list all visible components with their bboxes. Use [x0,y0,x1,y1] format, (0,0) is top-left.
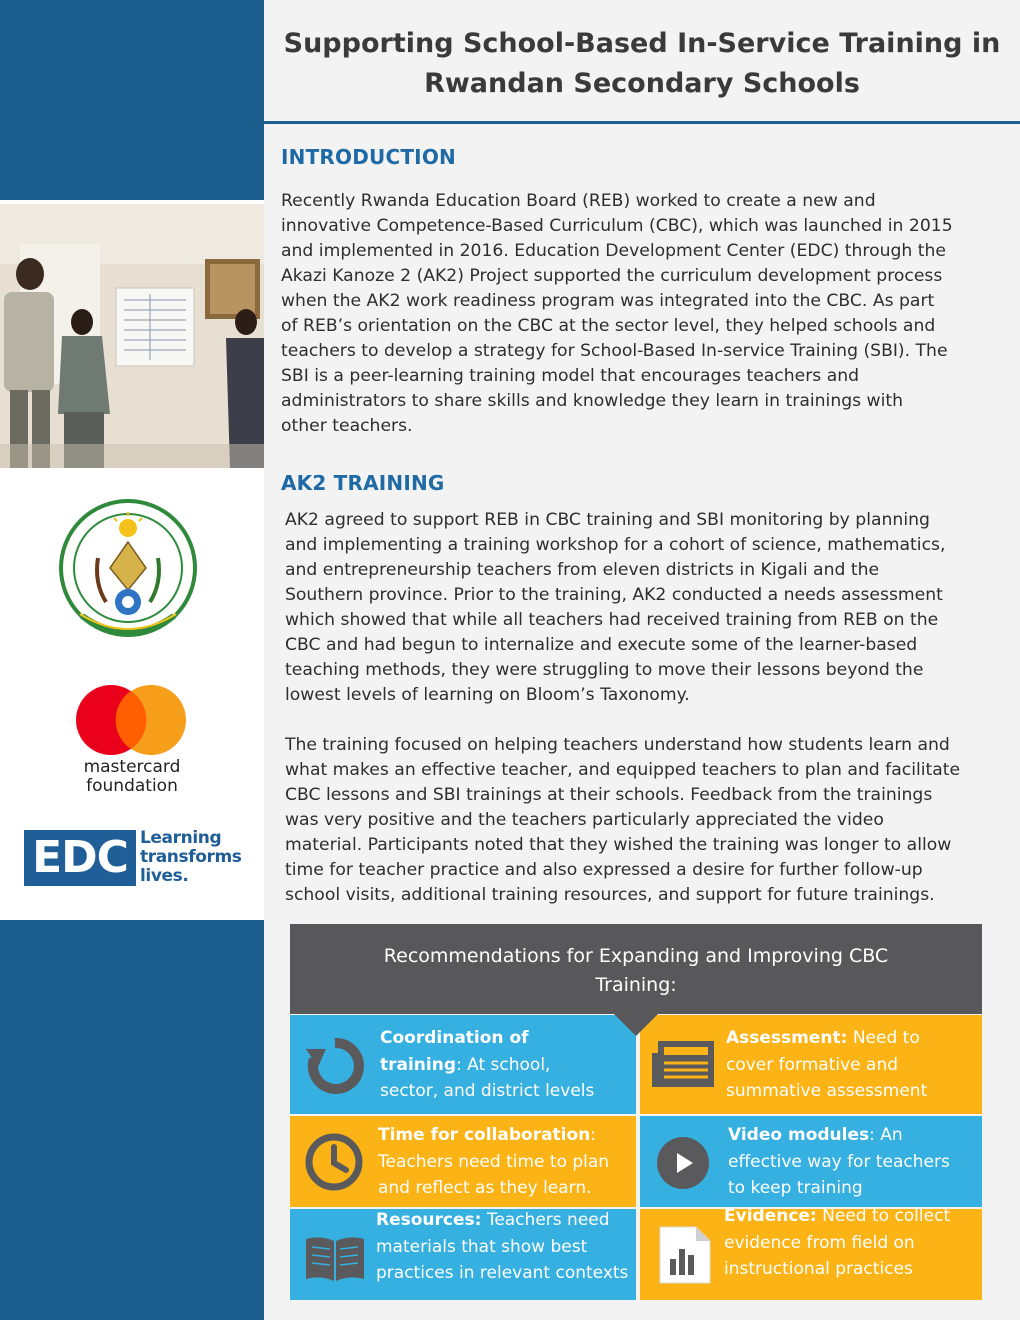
evidence-rest: Need to collect [816,1206,951,1226]
coordination-bold-2: training [380,1054,457,1075]
recommendations-header-pointer [612,1012,660,1036]
sidebar-bottom-band [0,920,264,1320]
coordination-line-3: sector, and district levels [380,1081,595,1101]
rwanda-coat-of-arms-logo [58,498,198,646]
assessment-line-3: summative assessment [726,1081,928,1101]
introduction-line-9: administrators to share skills and knowledge they learn in trainings with [281,391,904,411]
introduction-paragraph [281,189,953,439]
title-line-2: Rwandan Secondary Schools [424,68,860,99]
ak2-paragraph-1-line-5: which showed that while all teachers had received training from REB on the [285,610,939,630]
time-line-3: and reflect as they learn. [378,1178,592,1198]
clock-icon [304,1132,364,1196]
title-line-1: Supporting School-Based In-Service Training in [283,28,1001,59]
resources-bold: Resources: [376,1210,482,1230]
coordination-bold: Coordination of [380,1028,529,1048]
video-rest: : An [869,1125,903,1145]
ak2-paragraph-1-line-6: CBC and had begun to internalize and execute some of the learner-based [285,635,918,655]
time-rest: : [590,1125,597,1145]
video-line-2: effective way for teachers [728,1151,950,1172]
ak2-paragraph-1-line-4: Southern province. Prior to the training, AK2 conducted a needs assessment [285,585,943,605]
ak2-paragraph-1-line-2: and implementing a training workshop for a cohort of science, mathematics, [285,535,946,555]
training-photo [0,204,264,468]
introduction-line-1: Recently Rwanda Education Board (REB) worked to create a new and [281,191,876,211]
time-text [378,1122,609,1202]
title-divider [264,121,1020,124]
evidence-bold: Evidence: [724,1206,817,1226]
resources-line-2: materials that show best [376,1236,588,1257]
recommendation-resources [290,1209,636,1300]
recommendation-time-for-collaboration [290,1116,636,1207]
recommendation-coordination [290,1015,636,1114]
evidence-line-2: evidence from field on [724,1232,915,1253]
coordination-text [380,1025,594,1105]
ak2-paragraph-2-line-7: school visits, additional training resources, and support for future trainings. [285,885,935,905]
introduction-line-8: SBI is a peer-learning training model that encourages teachers and [281,366,860,386]
ak2-paragraph-1-line-8: lowest levels of learning on Bloom’s Taxonomy. [285,685,690,705]
introduction-line-5: when the AK2 work readiness program was integrated into the CBC. As part [281,291,935,311]
recommendations-title [290,942,982,1000]
coordination-rest: : At school, [456,1054,551,1075]
assessment-line-2: cover formative and [726,1054,899,1075]
edc-tag-line-2: transforms [140,847,242,867]
video-text [728,1122,950,1202]
ak2-paragraph-2-line-4: was very positive and the teachers particularly appreciated the video [285,810,884,830]
ak2-paragraph-1-line-7: teaching methods, they were struggling to move their lessons beyond the [285,660,924,680]
ak2-paragraph-2 [285,733,960,908]
title-band [264,0,1020,121]
book-icon [304,1233,366,1287]
evidence-line-3: instructional practices [724,1259,913,1279]
time-bold: Time for collaboration [378,1125,591,1145]
recommendation-evidence [640,1206,982,1300]
recommendations-title-line-1: Recommendations for Expanding and Improving CBC [383,945,889,967]
edc-tag-line-3: lives. [140,866,189,886]
introduction-line-10: other teachers. [281,416,413,436]
ak2-training-heading: AK2 TRAINING [281,471,445,495]
video-line-3: to keep training [728,1178,863,1198]
introduction-heading: INTRODUCTION [281,145,456,169]
edc-tagline [140,829,250,886]
ak2-paragraph-2-line-1: The training focused on helping teachers understand how students learn and [285,735,950,755]
resources-line-3: practices in relevant contexts [376,1263,629,1283]
recommendation-video-modules [640,1116,982,1207]
ak2-paragraph-2-line-6: time for teacher practice and also expressed a desire for further follow-up [285,860,923,880]
ak2-paragraph-2-line-2: what makes an effective teacher, and equipped teachers to plan and facilitate [285,760,961,780]
introduction-line-4: Akazi Kanoze 2 (AK2) Project supported the curriculum development process [281,266,943,286]
sidebar-top-band [0,0,264,200]
introduction-line-3: and implemented in 2016. Education Development Center (EDC) through the [281,241,946,261]
edc-tag-line-1: Learning [140,828,222,848]
recommendation-assessment [640,1015,982,1114]
ak2-paragraph-1-line-3: and entrepreneurship teachers from eleven districts in Kigali and the [285,560,880,580]
chart-document-icon [656,1225,712,1289]
edc-logo: EDC [24,830,136,886]
assessment-text [726,1025,927,1105]
video-bold: Video modules [728,1125,870,1145]
main-content [264,0,1020,1320]
ak2-paragraph-1-line-1: AK2 agreed to support REB in CBC training and SBI monitoring by planning [285,510,930,530]
newspaper-icon [652,1039,716,1093]
ak2-paragraph-1 [285,508,945,708]
mastercard-text: mastercard [83,757,181,777]
refresh-icon [304,1035,366,1101]
introduction-line-2: innovative Competence-Based Curriculum (CBC), which was launched in 2015 [281,216,953,236]
mastercard-foundation-wordmark [50,758,214,796]
resources-rest: Teachers need [481,1210,610,1230]
play-icon [656,1136,710,1194]
foundation-text: foundation [86,776,178,796]
resources-text [376,1207,628,1287]
recommendations-panel [290,924,982,1300]
evidence-text [724,1203,950,1283]
introduction-line-7: teachers to develop a strategy for School-Based In-service Training (SBI). The [281,341,948,361]
ak2-paragraph-2-line-5: material. Participants noted that they wished the training was longer to allow [285,835,952,855]
time-line-2: Teachers need time to plan [378,1151,610,1172]
assessment-rest: Need to [847,1028,920,1048]
left-sidebar [0,0,264,1320]
ak2-paragraph-2-line-3: CBC lessons and SBI trainings at their schools. Feedback from the trainings [285,785,933,805]
recommendations-header [290,924,982,1014]
assessment-bold: Assessment: [726,1028,848,1048]
recommendations-title-line-2: Training: [595,974,677,996]
page-title [282,24,1002,104]
introduction-line-6: of REB’s orientation on the CBC at the sector level, they helped schools and [281,316,936,336]
